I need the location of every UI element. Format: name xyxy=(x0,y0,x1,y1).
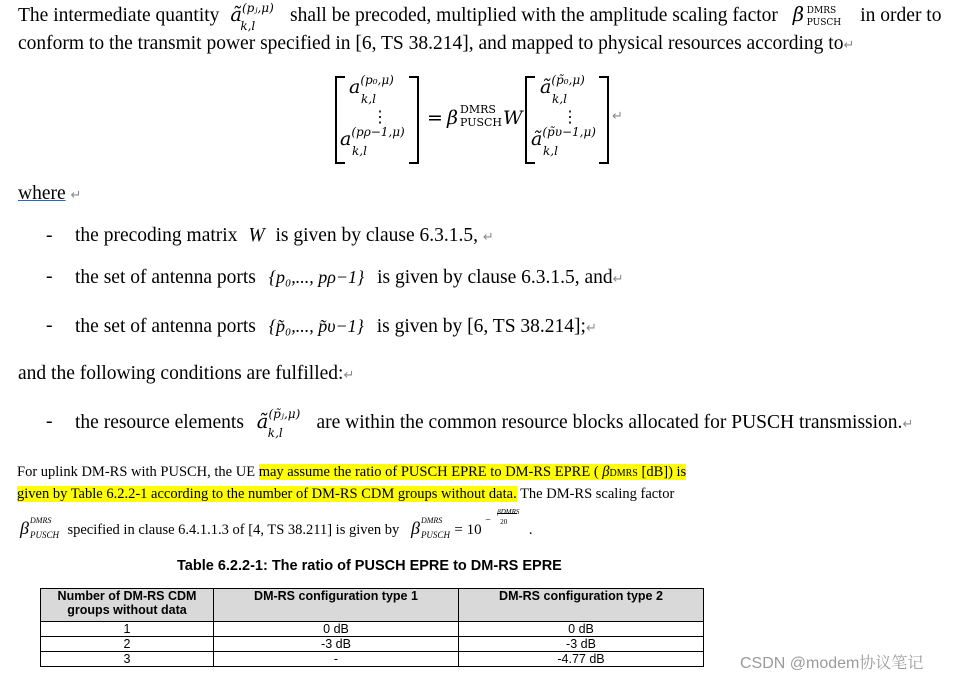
bullet-antenna-ports-ptilde: - the set of antenna ports {p̃₀,..., p̃υ−1} is given by [6, TS 38.214];↵ xyxy=(46,315,597,337)
lhs-top-element: $a^{(p_0,\mu)}$ k,l xyxy=(349,73,394,106)
csdn-watermark: CSDN @modem协议笔记 xyxy=(740,655,924,672)
table-row xyxy=(41,652,704,667)
vdots-icon: ⋮ xyxy=(562,107,578,126)
intro-line-2: conform to the transmit power specified in [6, TS 38.214], and mapped to physical resources according to↵ xyxy=(18,33,855,54)
cell-cdm-groups: 1 xyxy=(41,622,214,637)
symbol-beta-dmrs-pusch: β DMRS PUSCH xyxy=(792,3,842,28)
beta-dmrs-pusch: β DMRS PUSCH xyxy=(447,103,503,129)
table-row xyxy=(41,637,704,652)
paragraph-mark-icon: ↵ xyxy=(612,109,623,124)
table-row xyxy=(41,622,704,637)
spec-line-1: For uplink DM-RS with PUSCH, the UE may assume the ratio of PUSCH EPRE to DM-RS EPRE ( βDMRS [dB]) is xyxy=(17,464,687,480)
bullet-precoding-matrix: - the precoding matrix W is given by clause 6.3.1.5, ↵ xyxy=(46,225,494,246)
cell-type-2: -3 dB xyxy=(459,637,704,652)
paragraph-mark-icon: ↵ xyxy=(70,188,82,203)
table-header-row xyxy=(41,589,704,622)
intro-line-1: The intermediate quantity $ã^{(pⱼ,\mu)}$ k,l shall be precoded, multiplied with the amplitude scaling factor β DMRS PUSCH in order to xyxy=(18,1,942,33)
intro-text: The intermediate quantity xyxy=(18,5,220,26)
header-cdm-groups: Number of DM-RS CDM groups without data xyxy=(41,589,214,622)
exponent-fraction: − βDMRS 20 xyxy=(485,508,520,526)
cell-cdm-groups: 2 xyxy=(41,637,214,652)
paragraph-mark-icon: ↵ xyxy=(612,272,624,287)
intro-text-2: shall be precoded, multiplied with the amplitude scaling factor xyxy=(289,5,778,26)
vdots-icon: ⋮ xyxy=(372,107,388,126)
cell-type-1: 0 dB xyxy=(214,622,459,637)
bullet-antenna-ports-p: - the set of antenna ports {p₀,..., pρ−1} is given by clause 6.3.1.5, and↵ xyxy=(46,266,624,288)
paragraph-mark-icon: ↵ xyxy=(585,321,597,336)
header-config-type-2: DM-RS configuration type 2 xyxy=(459,589,704,622)
cell-cdm-groups: 3 xyxy=(41,652,214,667)
epre-ratio-table xyxy=(40,588,704,667)
left-bracket-icon xyxy=(525,76,535,164)
cell-type-1: - xyxy=(214,652,459,667)
spec-line-3: β DMRS PUSCH specified in clause 6.4.1.1.3 of [4, TS 38.211] is given by β DMRS PUSCH = 10 − βDMRS 20 . xyxy=(20,508,533,540)
left-bracket-icon xyxy=(335,76,345,164)
cell-type-1: -3 dB xyxy=(214,637,459,652)
right-bracket-icon xyxy=(409,76,419,164)
condition-resource-elements: - the resource elements $ã^{(p̃ⱼ,\mu)}$ k,l are within the common resource blocks allocated for PUSCH transmission.↵ xyxy=(46,407,914,440)
rhs-top-element: $ã^{(p̃_0,\mu)}$ k,l xyxy=(540,73,585,106)
precoding-equation xyxy=(335,74,625,164)
rhs-bottom-element: $ã^{(p̃\upsilon-1,\mu)}$ k,l xyxy=(531,125,596,158)
highlight: may assume the ratio of PUSCH EPRE to DM-RS EPRE ( βDMRS [dB]) is xyxy=(258,464,687,480)
paragraph-mark-icon: ↵ xyxy=(482,230,494,245)
symbol-a-tilde-pj-mu: $ã^{(pⱼ,\mu)}$ k,l xyxy=(230,1,274,33)
symbol-beta-pusch-dmrs: β DMRS PUSCH xyxy=(20,516,59,540)
header-config-type-1: DM-RS configuration type 1 xyxy=(214,589,459,622)
symbol-w: W xyxy=(248,225,265,246)
cell-type-2: -4.77 dB xyxy=(459,652,704,667)
equals-sign: = xyxy=(427,107,443,129)
highlight: given by Table 6.2.2-1 according to the number of DM-RS CDM groups without data. xyxy=(17,486,517,502)
symbol-port-set-ptilde: {p̃₀,..., p̃υ−1} xyxy=(268,316,364,336)
cell-type-2: 0 dB xyxy=(459,622,704,637)
table-caption: Table 6.2.2-1: The ratio of PUSCH EPRE to DM-RS EPRE xyxy=(177,558,562,574)
right-bracket-icon xyxy=(599,76,609,164)
paragraph-mark-icon: ↵ xyxy=(902,417,914,432)
where-label: where ↵ xyxy=(18,183,82,204)
symbol-port-set-p: {p₀,..., pρ−1} xyxy=(268,267,365,287)
paragraph-mark-icon: ↵ xyxy=(843,38,855,53)
formula-beta-equals: β DMRS PUSCH xyxy=(410,516,450,540)
paragraph-mark-icon: ↵ xyxy=(343,368,355,383)
matrix-w: W xyxy=(503,107,523,129)
symbol-a-tilde-ptilde-j: $ã^{(p̃ⱼ,\mu)}$ k,l xyxy=(256,407,301,440)
lhs-bottom-element: $a^{(p\rho-1,\mu)}$ k,l xyxy=(340,125,405,158)
conditions-intro: and the following conditions are fulfilled:↵ xyxy=(18,363,355,384)
spec-line-2: given by Table 6.2.2-1 according to the number of DM-RS CDM groups without data. The DM-RS scaling factor xyxy=(17,486,675,502)
